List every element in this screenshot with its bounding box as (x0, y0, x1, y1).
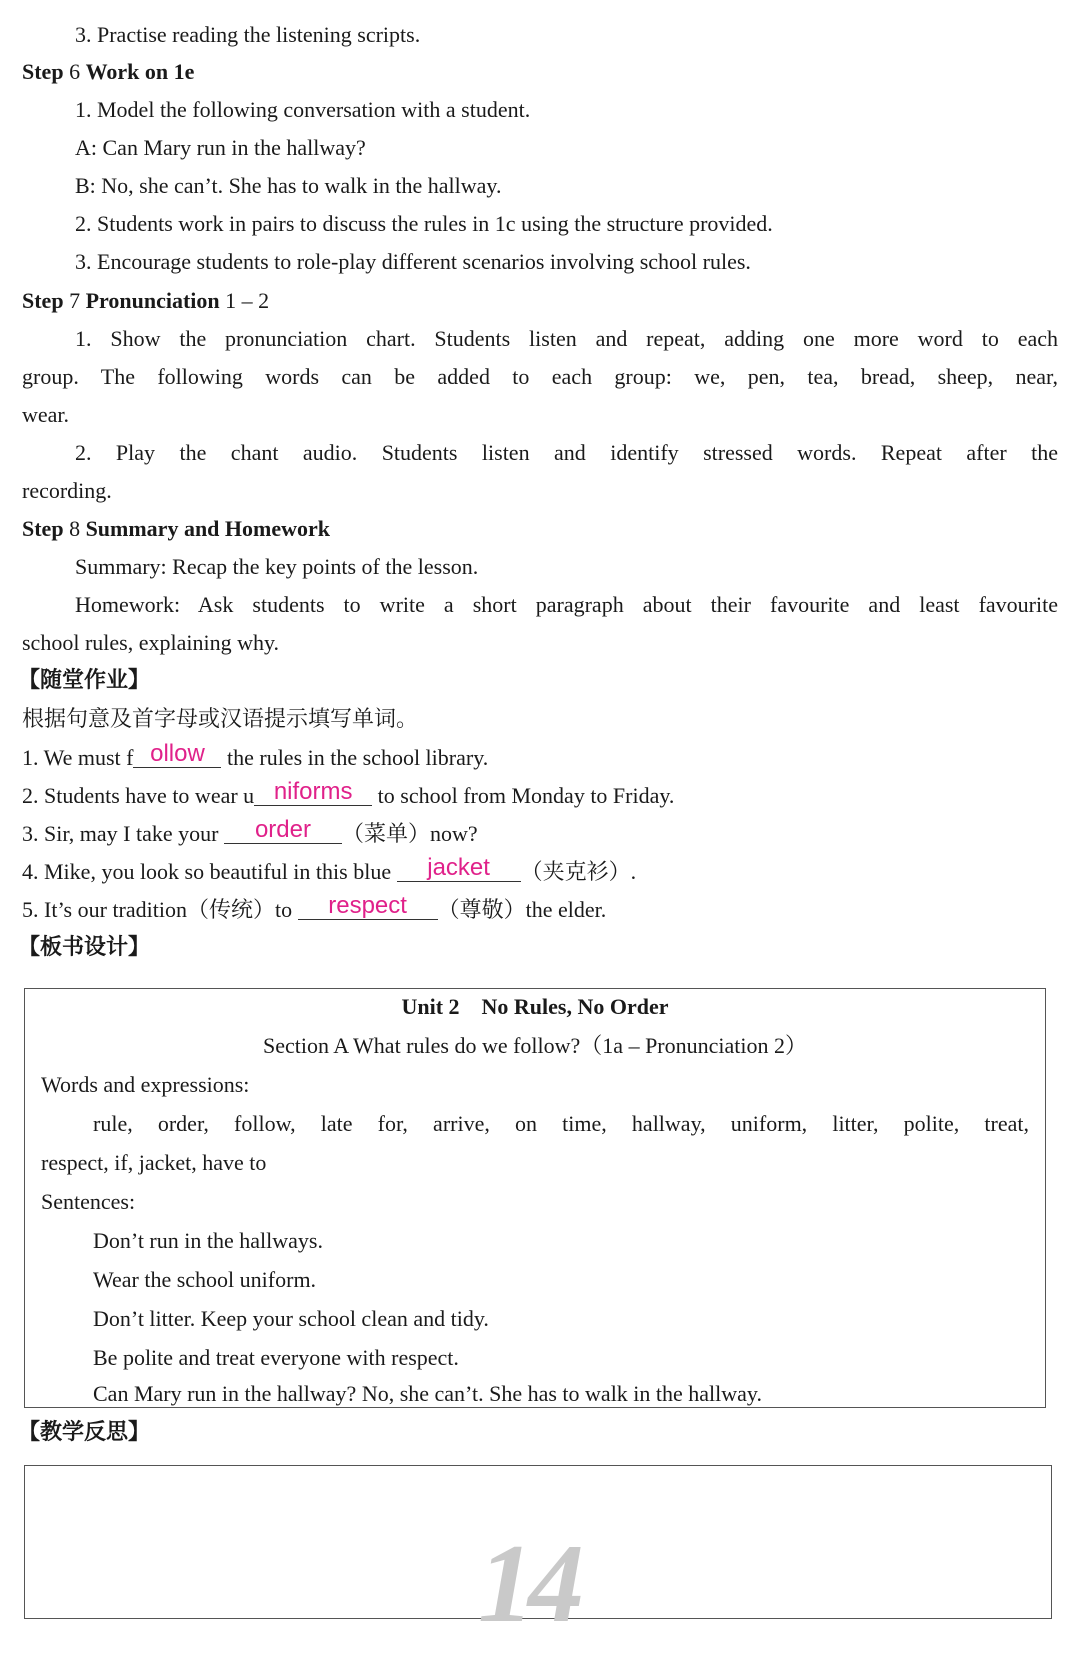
step6-line2: A: Can Mary run in the hallway? (75, 135, 366, 160)
reflection-heading: 【教学反思】 (18, 1420, 151, 1445)
page-number: 14 (478, 1522, 578, 1646)
step-title: Work on 1e (85, 59, 195, 84)
step6-line4: 2. Students work in pairs to discuss the rules in 1c using the structure provided. (75, 211, 773, 236)
board-heading: 【板书设计】 (18, 935, 151, 960)
homework-line2: school rules, explaining why. (22, 630, 280, 655)
exercise-text: （尊敬）the elder. (437, 897, 607, 922)
answer-text: niforms (273, 778, 353, 805)
practise-line: 3. Practise reading the listening scripts. (75, 22, 421, 47)
practice-heading: 【随堂作业】 (18, 668, 151, 693)
step-number: 8 (69, 516, 81, 541)
words-label: Words and expressions: (41, 1072, 250, 1097)
step-label: Step (22, 288, 64, 313)
answer-text: ollow (150, 740, 205, 767)
sentence-2: Wear the school uniform. (93, 1267, 317, 1292)
exercise-item-2 (22, 778, 675, 811)
answer-text: respect (328, 892, 407, 919)
sentence-4: Be polite and treat everyone with respect. (93, 1345, 459, 1370)
board-subtitle: Section A What rules do we follow?（1a – Pronunciation 2） (262, 1033, 807, 1058)
exercise-item-5 (22, 892, 607, 925)
step6-line3: B: No, she can’t. She has to walk in the hallway. (75, 173, 502, 198)
answer-blank (397, 854, 521, 882)
step7-para1-line2: group. The following words can be added to each group: we, pen, tea, bread, sheep, near, (22, 364, 1058, 389)
exercise-text: 3. Sir, may I take your (22, 821, 224, 846)
board-unit: Unit 2 (401, 994, 460, 1019)
board-title (25, 992, 1045, 1022)
exercise-text: the rules in the school library. (221, 745, 489, 770)
step-number: 7 (69, 288, 81, 313)
answer-blank (133, 740, 221, 768)
exercise-text: （夹克衫）. (520, 859, 637, 884)
exercise-item-3 (22, 816, 478, 849)
step6-heading (22, 57, 194, 87)
answer-blank (298, 892, 438, 920)
summary-line: Summary: Recap the key points of the lesson. (75, 554, 479, 579)
sentences-label: Sentences: (41, 1189, 136, 1214)
exercise-text: 2. Students have to wear u (22, 783, 255, 808)
step-label: Step (22, 59, 64, 84)
answer-text: order (254, 816, 311, 843)
board-design-box (24, 988, 1046, 1408)
practice-instruction: 根据句意及首字母或汉语提示填写单词。 (22, 707, 419, 732)
exercise-item-4 (22, 854, 637, 887)
answer-blank (224, 816, 342, 844)
words-line2: respect, if, jacket, have to (41, 1150, 267, 1175)
exercise-text: 1. We must f (22, 745, 134, 770)
step7-heading (22, 286, 269, 316)
board-main-title: No Rules, No Order (481, 994, 669, 1019)
exercise-text: to school from Monday to Friday. (372, 783, 675, 808)
step-label: Step (22, 516, 64, 541)
words-line1: rule, order, follow, late for, arrive, on time, hallway, uniform, litter, polite, treat, (93, 1111, 1029, 1136)
step6-line1: 1. Model the following conversation with a student. (75, 97, 531, 122)
exercise-item-1 (22, 740, 489, 773)
step7-para1-line1: 1. Show the pronunciation chart. Students listen and repeat, adding one more word to each (75, 326, 1058, 351)
answer-text: jacket (427, 854, 490, 881)
step-title: Summary and Homework (85, 516, 331, 541)
exercise-text: （菜单）now? (341, 821, 478, 846)
step7-para2-line2: recording. (22, 478, 112, 503)
step-number: 6 (69, 59, 81, 84)
step-range: 1 – 2 (225, 288, 270, 313)
sentence-5: Can Mary run in the hallway? No, she can’t. She has to walk in the hallway. (93, 1381, 763, 1406)
homework-line1: Homework: Ask students to write a short paragraph about their favourite and least favourite (75, 592, 1058, 617)
step8-heading (22, 514, 330, 544)
step7-para1-line3: wear. (22, 402, 70, 427)
exercise-text: 4. Mike, you look so beautiful in this blue (22, 859, 397, 884)
sentence-3: Don’t litter. Keep your school clean and tidy. (93, 1306, 489, 1331)
answer-blank (254, 778, 372, 806)
sentence-1: Don’t run in the hallways. (93, 1228, 323, 1253)
step-title: Pronunciation (85, 288, 220, 313)
exercise-text: 5. It’s our tradition（传统）to (22, 897, 298, 922)
step6-line5: 3. Encourage students to role-play different scenarios involving school rules. (75, 249, 751, 274)
step7-para2-line1: 2. Play the chant audio. Students listen and identify stressed words. Repeat after the (75, 440, 1058, 465)
